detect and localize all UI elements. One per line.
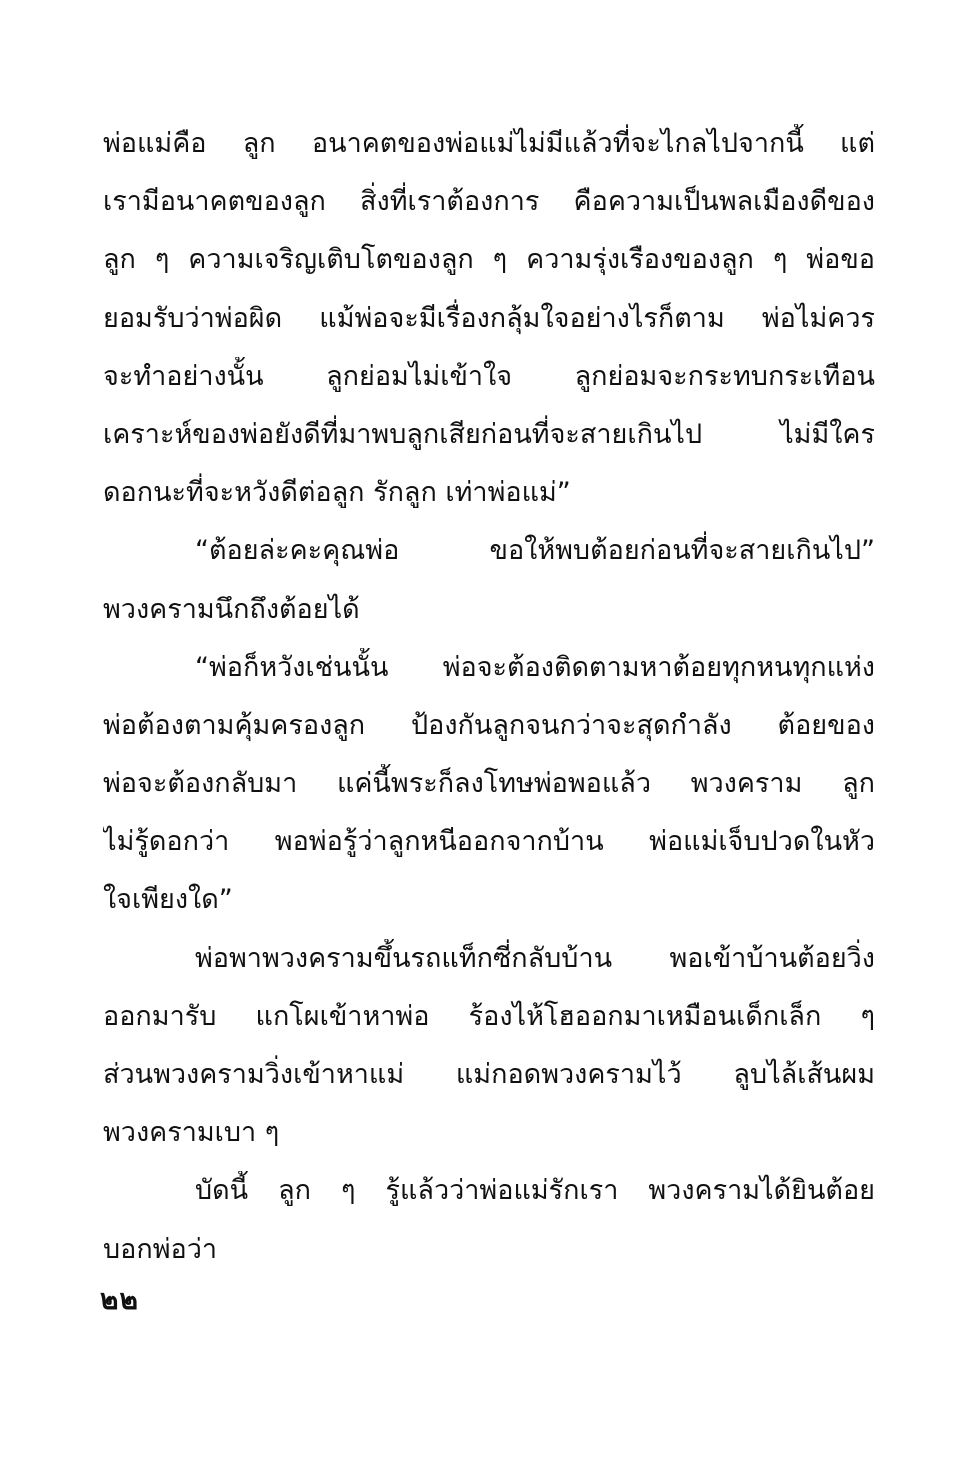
text-line-15: พ่อพาพวงครามขึ้นรถแท็กซี่กลับบ้าน พอเข้าบ้านต้อยวิ่ง <box>195 942 875 974</box>
text-line-19: บัดนี้ ลูก ๆ รู้แล้วว่าพ่อแม่รักเรา พวงครามได้ยินต้อย <box>195 1175 875 1207</box>
text-line-16: ออกมารับ แกโผเข้าหาพ่อ ร้องไห้โฮออกมาเหมือนเด็กเล็ก ๆ <box>103 1000 875 1032</box>
body-text <box>103 124 875 1288</box>
text-line-11: พ่อต้องตามคุ้มครองลูก ป้องกันลูกจนกว่าจะสุดกำลัง ต้อยของ <box>103 709 875 741</box>
text-line-4: ยอมรับว่าพ่อผิด แม้พ่อจะมีเรื่องกลุ้มใจอย่างไรก็ตาม พ่อไม่ควร <box>103 302 875 334</box>
text-line-10: “พ่อก็หวังเช่นนั้น พ่อจะต้องติดตามหาต้อยทุกหนทุกแห่ง <box>195 651 875 683</box>
text-line-6: เคราะห์ของพ่อยังดีที่มาพบลูกเสียก่อนที่จะสายเกินไป ไม่มีใคร <box>103 418 875 450</box>
page-number: ๒๒ <box>100 1283 139 1316</box>
text-line-3: ลูก ๆ ความเจริญเติบโตของลูก ๆ ความรุ่งเรืองของลูก ๆ พ่อขอ <box>103 244 875 276</box>
text-line-1: พ่อแม่คือ ลูก อนาคตของพ่อแม่ไม่มีแล้วที่จะไกลไปจากนี้ แต่ <box>103 128 875 159</box>
text-line-9: พวงครามนึกถึงต้อยได้ <box>103 593 360 625</box>
text-line-7: ดอกนะที่จะหวังดีต่อลูก รักลูก เท่าพ่อแม่” <box>103 477 571 509</box>
text-line-17: ส่วนพวงครามวิ่งเข้าหาแม่ แม่กอดพวงครามไว้ ลูบไล้เส้นผม <box>103 1059 875 1090</box>
text-line-2: เรามีอนาคตของลูก สิ่งที่เราต้องการ คือความเป็นพลเมืองดีของ <box>103 186 875 218</box>
text-line-13: ไม่รู้ดอกว่า พอพ่อรู้ว่าลูกหนีออกจากบ้าน พ่อแม่เจ็บปวดในหัว <box>103 826 875 858</box>
text-line-14: ใจเพียงใด” <box>103 884 233 916</box>
text-line-5: จะทำอย่างนั้น ลูกย่อมไม่เข้าใจ ลูกย่อมจะกระทบกระเทือน <box>103 360 875 392</box>
text-line-20: บอกพ่อว่า <box>103 1233 218 1265</box>
text-line-12: พ่อจะต้องกลับมา แค่นี้พระก็ลงโทษพ่อพอแล้ว พวงคราม ลูก <box>103 768 875 800</box>
text-line-8: “ต้อยล่ะคะคุณพ่อ ขอให้พบต้อยก่อนที่จะสายเกินไป” <box>195 535 875 567</box>
text-line-18: พวงครามเบา ๆ <box>103 1117 280 1149</box>
